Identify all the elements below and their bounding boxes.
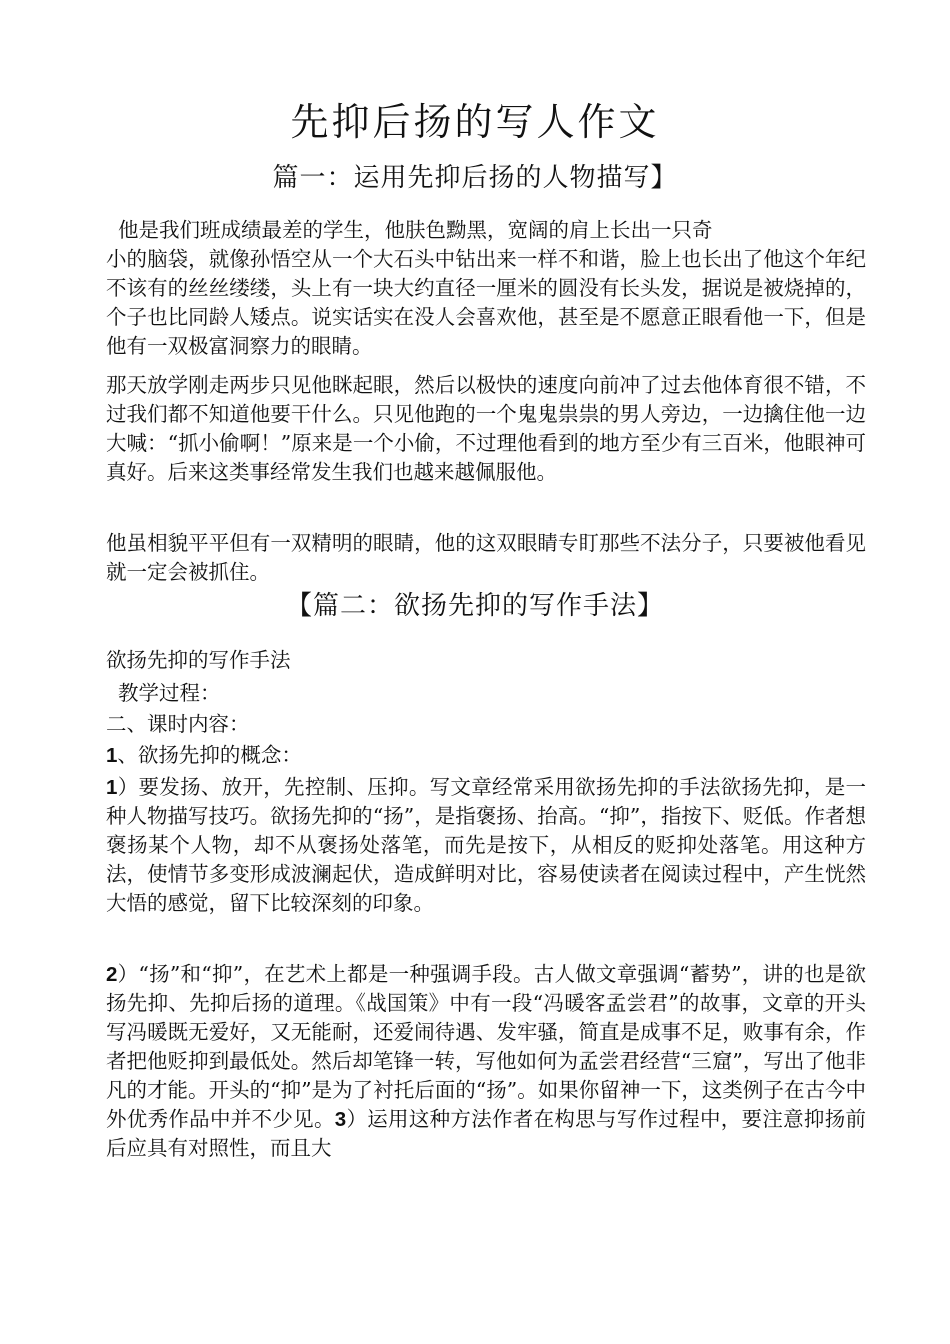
point-2-number: 2 <box>106 963 118 986</box>
point-3-number: 3 <box>334 1108 347 1131</box>
point-3-text: ）运用这种方法作者在构思与写作过程中，要注意抑扬前后应具有对照性，而且大 <box>106 1107 867 1160</box>
concept-number: 1 <box>106 744 118 767</box>
concept-heading <box>106 741 866 770</box>
page-title: 先抑后扬的写人作文 <box>290 100 660 144</box>
point-1-text: ）要发扬、放开，先控制、压抑。写文章经常采用欲扬先抑的手法欲扬先抑，是一种人物描写技巧。欲扬先抑的“扬”，是指褒扬、抬高。“抑”，指按下、贬低。作者想褒扬某个人物，却不从褒扬处落笔，而先是按下，从相反的贬抑处落笔。用这种方法，使情节多变形成波澜起伏，造成鲜明对比，容易使读者在阅读过程中，产生恍然大悟的感觉，留下比较深刻的印象。 <box>106 775 866 915</box>
paragraph-1-body: 小的脑袋，就像孙悟空从一个大石头中钻出来一样不和谐，脸上也长出了他这个年纪不该有的丝丝缕缕，头上有一块大约直径一厘米的圆没有长头发，据说是被烧掉的，个子也比同龄人矮点。说实话实在没人会喜欢他，甚至是不愿意正眼看他一下，但是他有一双极富洞察力的眼睛。 <box>106 247 866 358</box>
paragraph-1-first-line: 他是我们班成绩最差的学生，他肤色黝黑，宽阔的肩上长出一只奇 <box>118 218 713 242</box>
concept-label: 、欲扬先抑的概念： <box>117 743 302 767</box>
subtitle-line: 欲扬先抑的写作手法 <box>106 648 291 672</box>
lesson-content-line: 二、课时内容： <box>106 712 250 736</box>
point-2-text: ）“扬”和“抑”，在艺术上都是一种强调手段。古人做文章强调“蓄势”，讲的也是欲扬先抑、先抑后扬的道理。《战国策》中有一段“冯暖客孟尝君”的故事，文章的开头写冯暖既无爱好，又无能耐，还爱闹待遇、发牢骚，简直是成事不足，败事有余，作者把他贬抑到最低处。然后却笔锋一转，写他如何为孟尝君经营“三窟”，写出了他非凡的才能。开头的“抑”是为了衬托后面的“扬”。如果你留神一下，这类例子在古今中外优秀作品中并不少见。 <box>106 962 866 1131</box>
point-1-number: 1 <box>106 776 118 799</box>
paragraph-3: 他虽相貌平平但有一双精明的眼睛，他的这双眼睛专盯那些不法分子，只要被他看见就一定会被抓住。 <box>106 531 866 584</box>
teaching-process-line: 教学过程： <box>118 681 221 705</box>
section-heading-1: 篇一：运用先抑后扬的人物描写】 <box>272 163 678 193</box>
section-heading-2: 【篇二：欲扬先抑的写作手法】 <box>285 591 664 621</box>
point-1-paragraph <box>106 773 866 918</box>
paragraph-1 <box>106 216 866 361</box>
paragraph-2: 那天放学刚走两步只见他眯起眼，然后以极快的速度向前冲了过去他体育很不错，不过我们都不知道他要干什么。只见他跑的一个鬼鬼祟祟的男人旁边，一边擒住他一边大喊：“抓小偷啊！”原来是一个小偷，不过理他看到的地方至少有三百米，他眼神可真好。后来这类事经常发生我们也越来越佩服他。 <box>106 373 866 484</box>
point-2-paragraph <box>106 960 866 1163</box>
